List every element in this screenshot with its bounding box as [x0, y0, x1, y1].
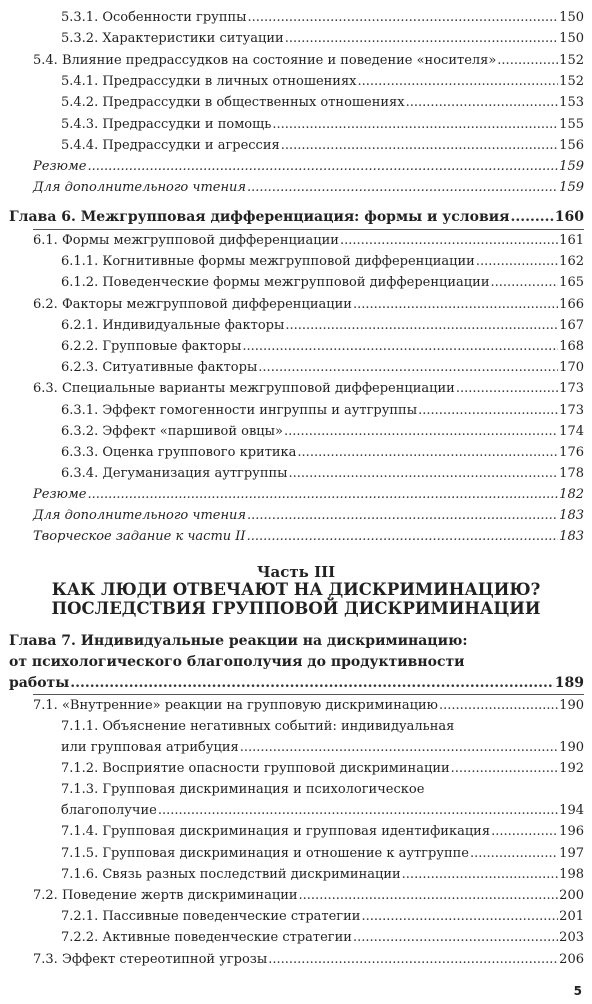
toc-entry-title: 6.1.2. Поведенческие формы межгрупповой дифференциации	[61, 275, 490, 290]
toc-entry-title: 7.1. «Внутренние» реакции на групповую дискриминацию	[33, 698, 438, 713]
toc-entry-page: 170	[559, 360, 584, 375]
toc-entry-page: 167	[559, 318, 584, 333]
toc-entry-title: 6.2. Факторы межгрупповой дифференциации	[33, 297, 352, 312]
toc-entry-title: 7.1.5. Групповая дискриминация и отношение к аутгруппе	[61, 846, 469, 861]
toc-entry-title: 5.4.3. Предрассудки и помощь	[61, 117, 272, 132]
toc-entry-page: 150	[559, 31, 584, 46]
toc-entry-further-reading[interactable]	[0, 177, 592, 198]
toc-entry-page: 162	[559, 254, 584, 269]
toc-entry-page: 150	[559, 10, 584, 25]
chapter-title-line1[interactable]: Глава 7. Индивидуальные реакции на дискриминацию:	[9, 633, 468, 649]
toc-entry-page: 200	[559, 888, 584, 903]
toc-entry-title: 6.2.1. Индивидуальные факторы	[61, 318, 285, 333]
chapter-title-line3: работы	[9, 675, 70, 691]
toc-entry[interactable]	[0, 864, 592, 885]
toc-entry-title: 5.4.1. Предрассудки в личных отношениях	[61, 74, 357, 89]
toc-entry-title: 7.1.2. Восприятие опасности групповой дискриминации	[61, 761, 450, 776]
toc-entry[interactable]	[0, 114, 592, 135]
part-label: Часть III	[256, 563, 336, 581]
toc-entry[interactable]	[0, 50, 592, 71]
toc-entry-line[interactable]	[0, 779, 592, 800]
toc-entry-creative-task[interactable]	[0, 526, 592, 547]
toc-entry-title: 6.2.3. Ситуативные факторы	[61, 360, 258, 375]
chapter-page: 189	[554, 675, 584, 691]
part-title-line2: ПОСЛЕДСТВИЯ ГРУППОВОЙ ДИСКРИМИНАЦИИ	[51, 599, 541, 618]
toc-entry[interactable]	[0, 294, 592, 315]
toc-entry[interactable]	[0, 800, 592, 821]
toc-entry[interactable]	[0, 758, 592, 779]
toc-entry-title: 7.3. Эффект стереотипной угрозы	[33, 952, 268, 967]
chapter-page: 160	[554, 209, 584, 225]
toc-entry-title: 7.1.3. Групповая дискриминация и психологическое	[61, 782, 425, 797]
toc-entry-title: благополучие	[61, 803, 157, 818]
toc-entry[interactable]	[0, 927, 592, 948]
toc-entry-page: 201	[559, 909, 584, 924]
toc-entry[interactable]	[0, 357, 592, 378]
toc-entry-summary[interactable]	[0, 484, 592, 505]
toc-entry[interactable]	[0, 400, 592, 421]
toc-entry-page: 173	[559, 381, 584, 396]
toc-entry-title: 7.1.1. Объяснение негативных событий: индивидуальная	[61, 719, 455, 734]
toc-entry-page: 198	[559, 867, 584, 882]
toc-entry[interactable]	[0, 949, 592, 970]
toc-entry[interactable]	[0, 885, 592, 906]
toc-entry-title: Творческое задание к части II	[33, 529, 246, 544]
toc-entry-title: 7.2. Поведение жертв дискриминации	[33, 888, 298, 903]
toc-entry[interactable]	[0, 843, 592, 864]
toc-entry[interactable]	[0, 7, 592, 28]
toc-entry[interactable]	[0, 28, 592, 49]
toc-entry-page: 183	[559, 529, 584, 544]
toc-entry[interactable]	[0, 272, 592, 293]
toc-entry-page: 152	[559, 74, 584, 89]
toc-entry-page: 166	[559, 297, 584, 312]
toc-entry-title: Резюме	[33, 487, 87, 502]
toc-entry-title: 5.4.4. Предрассудки и агрессия	[61, 138, 280, 153]
toc-entry-page: 173	[559, 403, 584, 418]
toc-entry-page: 190	[559, 740, 584, 755]
toc-entry-title: 5.4. Влияние предрассудков на состояние и поведение «носителя»	[33, 53, 497, 68]
toc-entry[interactable]	[0, 135, 592, 156]
toc-entry-page: 159	[559, 159, 584, 174]
part-title-line1: КАК ЛЮДИ ОТВЕЧАЮТ НА ДИСКРИМИНАЦИЮ?	[51, 580, 541, 599]
chapter-title: Глава 6. Межгрупповая дифференциация: формы и условия	[9, 209, 510, 225]
toc-entry-further-reading[interactable]	[0, 505, 592, 526]
toc-entry-page: 183	[559, 508, 584, 523]
toc-entry[interactable]	[0, 315, 592, 336]
chapter-heading[interactable]	[0, 672, 592, 694]
toc-entry-page: 156	[559, 138, 584, 153]
chapter-heading[interactable]	[0, 206, 592, 228]
toc-entry-title: 5.3.2. Характеристики ситуации	[61, 31, 284, 46]
toc-entry-page: 194	[559, 803, 584, 818]
toc-entry-title: 6.3.1. Эффект гомогенности ингруппы и аутгруппы	[61, 403, 418, 418]
toc-entry-title: 6.3. Специальные варианты межгрупповой дифференциации	[33, 381, 455, 396]
toc-entry[interactable]	[0, 230, 592, 251]
toc-entry[interactable]	[0, 92, 592, 113]
toc-entry-page: 168	[559, 339, 584, 354]
toc-entry-page: 203	[559, 930, 584, 945]
toc-entry-page: 182	[559, 487, 584, 502]
toc-entry-title: 5.4.2. Предрассудки в общественных отношениях	[61, 95, 405, 110]
toc-entry[interactable]	[0, 336, 592, 357]
toc-entry-page: 161	[559, 233, 584, 248]
toc-entry[interactable]	[0, 737, 592, 758]
toc-entry-page: 192	[559, 761, 584, 776]
toc-entry-page: 196	[559, 824, 584, 839]
toc-entry-title: 6.1. Формы межгрупповой дифференциации	[33, 233, 339, 248]
toc-entry-title: Для дополнительного чтения	[33, 508, 247, 523]
toc-entry-title: или групповая атрибуция	[61, 740, 239, 755]
toc-entry-title: 7.2.1. Пассивные поведенческие стратегии	[61, 909, 361, 924]
toc-entry-page: 174	[559, 424, 584, 439]
toc-entry-page: 190	[559, 698, 584, 713]
toc-entry[interactable]	[0, 821, 592, 842]
toc-entry[interactable]	[0, 421, 592, 442]
toc-entry-page: 178	[559, 466, 584, 481]
toc-entry-page: 155	[559, 117, 584, 132]
toc-entry[interactable]	[0, 71, 592, 92]
page-number: 5	[573, 984, 582, 998]
toc-entry-page: 159	[559, 180, 584, 195]
toc-entry[interactable]	[0, 695, 592, 716]
toc-entry[interactable]	[0, 442, 592, 463]
toc-entry-page: 152	[559, 53, 584, 68]
toc-entry-title: 6.1.1. Когнитивные формы межгрупповой дифференциации	[61, 254, 475, 269]
toc-entry-page: 165	[559, 275, 584, 290]
toc-entry-title: 6.3.3. Оценка группового критика	[61, 445, 297, 460]
toc-entry-page: 153	[559, 95, 584, 110]
toc-entry-title: 5.3.1. Особенности группы	[61, 10, 247, 25]
toc-entry-page: 176	[559, 445, 584, 460]
chapter-title-line2[interactable]: от психологического благополучия до продуктивности	[9, 654, 465, 670]
toc-entry[interactable]	[0, 463, 592, 484]
toc-entry-title: 6.3.2. Эффект «паршивой овцы»	[61, 424, 283, 439]
toc-entry-title: 7.1.4. Групповая дискриминация и групповая идентификация	[61, 824, 491, 839]
toc-entry[interactable]	[0, 906, 592, 927]
toc-entry-page: 206	[559, 952, 584, 967]
toc-entry-title: Для дополнительного чтения	[33, 180, 247, 195]
toc-entry-title: Резюме	[33, 159, 87, 174]
toc-entry-line[interactable]	[0, 716, 592, 737]
toc-entry-title: 6.3.4. Дегуманизация аутгруппы	[61, 466, 288, 481]
toc-entry-title: 6.2.2. Групповые факторы	[61, 339, 242, 354]
toc-entry-title: 7.1.6. Связь разных последствий дискриминации	[61, 867, 401, 882]
toc-entry-title: 7.2.2. Активные поведенческие стратегии	[61, 930, 352, 945]
toc-entry[interactable]	[0, 378, 592, 399]
toc-entry[interactable]	[0, 251, 592, 272]
toc-entry-summary[interactable]	[0, 156, 592, 177]
toc-entry-page: 197	[559, 846, 584, 861]
